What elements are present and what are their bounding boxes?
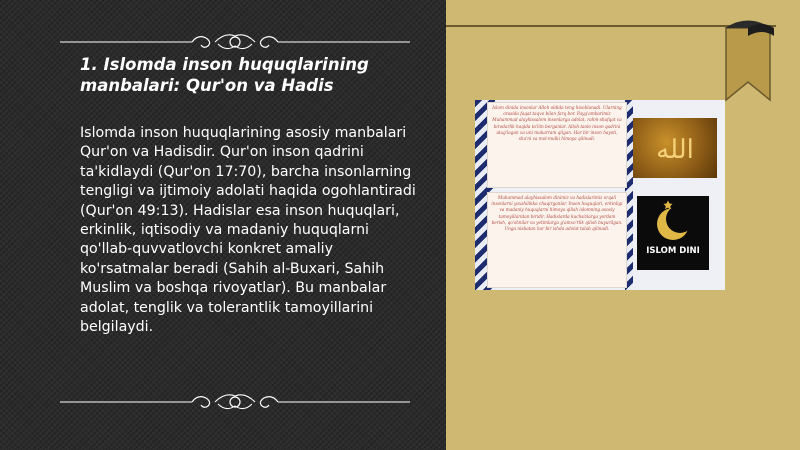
allah-calligraphy-text: الله: [656, 135, 694, 165]
crescent-moon-icon: [637, 196, 709, 246]
bottom-ornament-icon: [60, 390, 410, 414]
calligraphy-icon: [633, 118, 717, 178]
text-card-2: Muhammad alayhissalom dinimiz va hadislarimiz orqali insonlarni yaxshilikka chaqirganlar. Inson huquqlari, erkinligi va madaniy huquqlarni himoya qilish islomning asosiy tamoyillaridan biridir. Hadislarda kuchsizlarga yordam berish, qo'shnilar va yetimlarga g'amxo'rlik qilish buyurilgan. Unga nisbatan har bir ishda adolat talab qilinadi.: [487, 192, 627, 288]
top-ornament-icon: [60, 30, 410, 54]
allah-calligraphy-image: [633, 118, 717, 178]
bookmark-ribbon-icon: [718, 14, 778, 104]
islom-dini-label: ISLOM DINI: [646, 246, 700, 256]
text-card-1: Islom dinida insonlar Alloh oldida teng hisoblanadi. Ularning orasida faqat taqvo bilan farq bor. Payg'ambarimiz Muhammad alayhissalom insonlarga adolat, rahm-shafqat va birodarlik haqida ta'lim berganlar. Alloh taolo inson qadrini ulug'lagan va uni mukarram qilgan. Har bir inson hayoti, sha'ni va mol-mulki himoya qilinadi.: [487, 102, 627, 188]
islamic-collage-image: [475, 100, 725, 290]
slide-title: 1. Islomda inson huquqlarining manbalari: Qur'on va Hadis: [80, 55, 369, 95]
slide-body: Islomda inson huquqlarining asosiy manbalari Qur'on va Hadisdir. Qur'on inson qadrini ta'kidlaydi (Qur'on 17:70), barcha insonlarning tengligi va ijtimoiy adolati haqida ogohlantiradi (Qur'on 49:13). Hadislar esa inson huquqlari, erkinlik, iqtisodiy va madaniy huquqlarni qo'llab-quvvatlovchi konkret amaliy ko'rsatmalar beradi (Sahih al-Buxari, Sahih Muslim va boshqa rivoyatlar). Bu manbalar adolat, tenglik va tolerantlik tamoyillarini belgilaydi.: [80, 125, 416, 336]
islom-dini-logo: [637, 196, 709, 270]
